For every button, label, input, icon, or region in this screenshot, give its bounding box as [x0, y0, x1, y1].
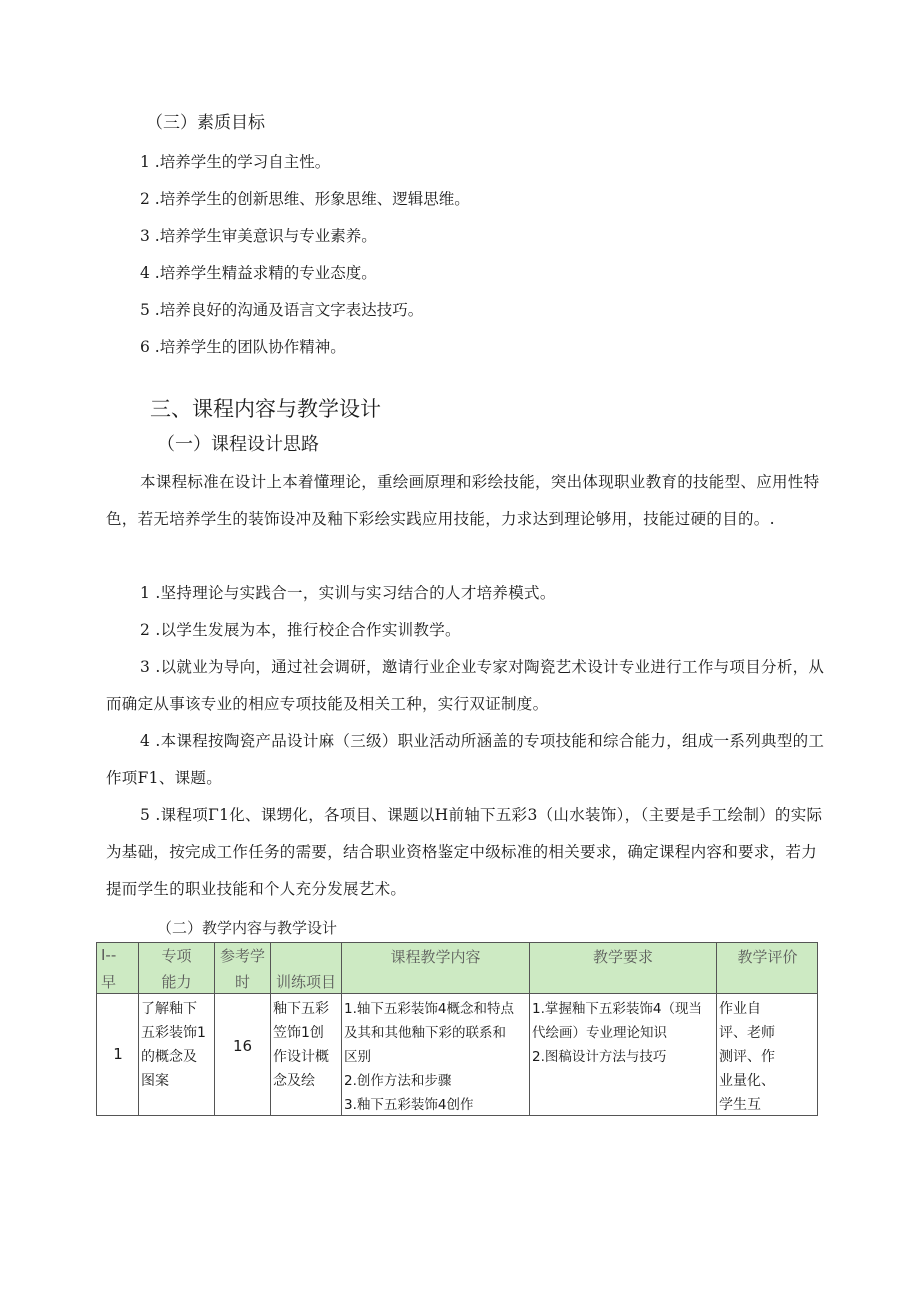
quality-item-1: 1 .培养学生的学习自主性。 [140, 153, 331, 171]
header-evaluation: 教学评价 [737, 948, 798, 966]
quality-item-5: 5 .培养良好的沟通及语言文字表达技巧。 [140, 301, 424, 319]
table-col-line-5 [529, 942, 530, 1116]
section-three-sub2-title: （二）教学内容与教学设计 [157, 919, 338, 937]
table-col-line-2 [214, 942, 215, 1116]
table-col-line-0 [96, 942, 97, 1116]
section-three-title: 三、课程内容与教学设计 [150, 397, 381, 421]
design-point-4: 4 .本课程按陶瓷产品设计麻（三级）职业活动所涵盖的专项技能和综合能力，组成一系列典型的工作项F1、课题。 [106, 732, 825, 787]
cell-content: 1.轴下五彩装饰4概念和特点及其和其他釉下彩的联系和区别 2.创作方法和步骤 3.釉下五彩装饰4创作 [344, 1001, 514, 1113]
cell-no: 1 [113, 1045, 123, 1063]
header-project: 训练项目 [275, 973, 336, 991]
quality-item-2: 2 .培养学生的创新思维、形象思维、逻辑思维。 [140, 190, 470, 208]
table-line-header [96, 993, 818, 994]
header-no: I-- 早 [101, 946, 117, 991]
table-line-bottom [96, 1115, 818, 1116]
quality-item-3: 3 .培养学生审美意识与专业素养。 [140, 227, 377, 245]
quality-item-6: 6 .培养学生的团队协作精神。 [140, 338, 346, 356]
intro-paragraph: 本课程标准在设计上本着懂理论，重绘画原理和彩绘技能，突出体现职业教育的技能型、应用性特色，若无培养学生的装饰设冲及釉下彩绘实践应用技能，力求达到理论够用，技能过硬的目的。. [106, 473, 820, 528]
table-col-line-7 [817, 942, 818, 1116]
quality-item-4: 4 .培养学生精益求精的专业态度。 [140, 264, 377, 282]
table-col-line-3 [270, 942, 271, 1116]
teaching-content-table [96, 942, 818, 1116]
design-point-2: 2 .以学生发展为本，推行校企合作实训教学。 [140, 621, 461, 639]
table-col-line-1 [138, 942, 139, 1116]
table-line-top [96, 942, 818, 943]
cell-evaluation: 作业自评、老师测评、作业量化、学生互 [719, 1001, 775, 1113]
cell-ability: 了解釉下五彩装饰1的概念及图案 [141, 1001, 206, 1089]
section-quality-title: （三）素质目标 [146, 113, 265, 133]
header-content: 课程教学内容 [390, 948, 481, 966]
header-ability: 专项 能力 [161, 947, 192, 991]
cell-hours: 16 [232, 1037, 253, 1055]
header-requirement: 教学要求 [592, 948, 653, 966]
design-point-3: 3 .以就业为导向，通过社会调研，邀请行业企业专家对陶瓷艺术设计专业进行工作与项目分析，从而确定从事该专业的相应专项技能及相关工种，实行双证制度。 [106, 658, 825, 713]
table-col-line-4 [341, 942, 342, 1116]
cell-project: 釉下五彩笠饰1创作设计概念及绘 [273, 1001, 329, 1089]
header-hours: 参考学 时 [219, 947, 265, 991]
table-col-line-6 [716, 942, 717, 1116]
design-point-5: 5 .课程项Γ1化、课甥化，各项目、课题以H前轴下五彩3（山水装饰），（主要是手工绘制）的实际为基础，按完成工作任务的需要，结合职业资格鉴定中级标准的相关要求，确定课程内容和要求，若力提而学生的职业技能和个人充分发展艺术。 [106, 806, 823, 898]
design-point-1: 1 .坚持理论与实践合一，实训与实习结合的人才培养模式。 [140, 584, 556, 602]
cell-requirement: 1.掌握釉下五彩装饰4（现当代绘画）专业理论知识 2.图稿设计方法与技巧 [532, 1001, 702, 1065]
section-three-sub1-title: （一）课程设计思路 [157, 434, 319, 455]
